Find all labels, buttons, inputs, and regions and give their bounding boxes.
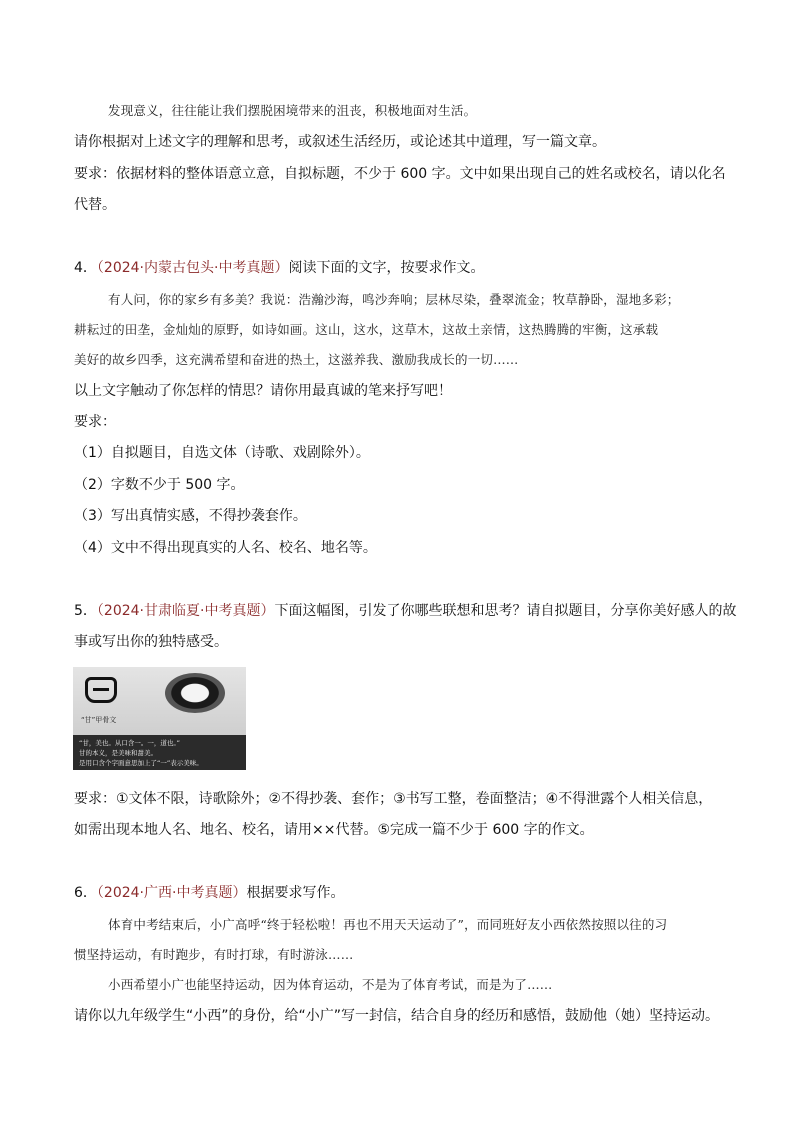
mouth-image-icon [165, 673, 225, 713]
q4-quote-line-3: 美好的故乡四季，这充满希望和奋进的热土，这滋养我、激励我成长的一切…… [74, 352, 519, 367]
q6-task: 请你以九年级学生“小西”的身份，给“小广”写一封信，结合自身的经历和感悟，鼓励他（她）坚持运动。 [74, 1008, 720, 1024]
q4-source: （2024·内蒙古包头·中考真题） [96, 260, 289, 276]
oracle-bone-figure [73, 667, 246, 770]
q4-quote-line-2: 耕耘过的田垄，金灿灿的原野，如诗如画。这山，这水，这草木，这故土亲情，这热腾腾的牢衡，这承载 [74, 322, 659, 337]
q4-prompt: 阅读下面的文字，按要求作文。 [288, 260, 485, 276]
q4-ask: 以上文字触动了你怎样的情思？请你用最真诚的笔来抒写吧！ [74, 383, 452, 399]
q5-requirement: 要求：①文体不限，诗歌除外；②不得抄袭、套作；③书写工整，卷面整洁；④不得泄露个人相关信息， [74, 791, 713, 807]
figure-text-line-3: 是用口含个字面意思加上了“一”表示美味。 [79, 759, 203, 767]
q4-requirement-1: （1）自拟题目，自选文体（诗歌、戏剧除外）。 [74, 445, 370, 461]
q3-requirement: 要求：依据材料的整体语意立意，自拟标题，不少于 600 字。文中如果出现自己的姓名或校名，请以化名 [74, 166, 726, 182]
q5-source: （2024·甘肃临夏·中考真题） [96, 603, 275, 619]
q6-source: （2024·广西·中考真题） [96, 885, 247, 901]
gan-character-icon [85, 677, 117, 703]
q6-heading [74, 883, 724, 903]
q3-requirement-end: 代替。 [74, 197, 116, 213]
q3-task: 请你根据对上述文字的理解和思考，或叙述生活经历，或论述其中道理，写一篇文章。 [74, 134, 606, 150]
q6-quote-line-2: 惯坚持运动，有时跑步，有时打球，有时游泳…… [74, 947, 354, 962]
q4-requirement-label: 要求： [74, 414, 116, 430]
q6-prompt: 根据要求写作。 [246, 885, 345, 901]
q4-quote-line-1: 有人问，你的家乡有多美？我说：浩瀚沙海，鸣沙奔响；层林尽染，叠翠流金；牧草静卧，湿地多彩； [108, 292, 680, 307]
q5-requirement-end: 如需出现本地人名、地名、校名，请用××代替。⑤完成一篇不少于 600 字的作文。 [74, 822, 594, 838]
q6-number: 6． [74, 885, 97, 901]
q5-prompt-end: 事或写出你的独特感受。 [74, 634, 228, 650]
q4-number: 4． [74, 260, 97, 276]
q6-quote-line-1: 体育中考结束后，小广高呼“终于轻松啦！再也不用天天运动了”，而同班好友小西依然按照以往的习 [108, 917, 668, 932]
q4-requirement-3: （3）写出真情实感，不得抄袭套作。 [74, 508, 307, 524]
q5-prompt: 下面这幅图，引发了你哪些联想和思考？请自拟题目，分享你美好感人的故 [274, 603, 737, 619]
figure-text-line-2: 甘的本义，是美味和甜美。 [79, 749, 157, 757]
figure-caption: “甘”甲骨文 [81, 716, 117, 724]
q4-requirement-4: （4）文中不得出现真实的人名、校名、地名等。 [74, 540, 377, 556]
q5-heading [74, 601, 737, 621]
material-quote-end: 发现意义，往往能让我们摆脱困境带来的沮丧，积极地面对生活。 [108, 103, 477, 118]
q5-number: 5． [74, 603, 97, 619]
q4-requirement-2: （2）字数不少于 500 字。 [74, 477, 245, 493]
figure-text-line-1: “甘，美也。从口含一。一，道也。” [79, 739, 180, 747]
q6-quote-line-3: 小西希望小广也能坚持运动，因为体育运动，不是为了体育考试，而是为了…… [108, 977, 553, 992]
q4-heading [74, 258, 724, 278]
